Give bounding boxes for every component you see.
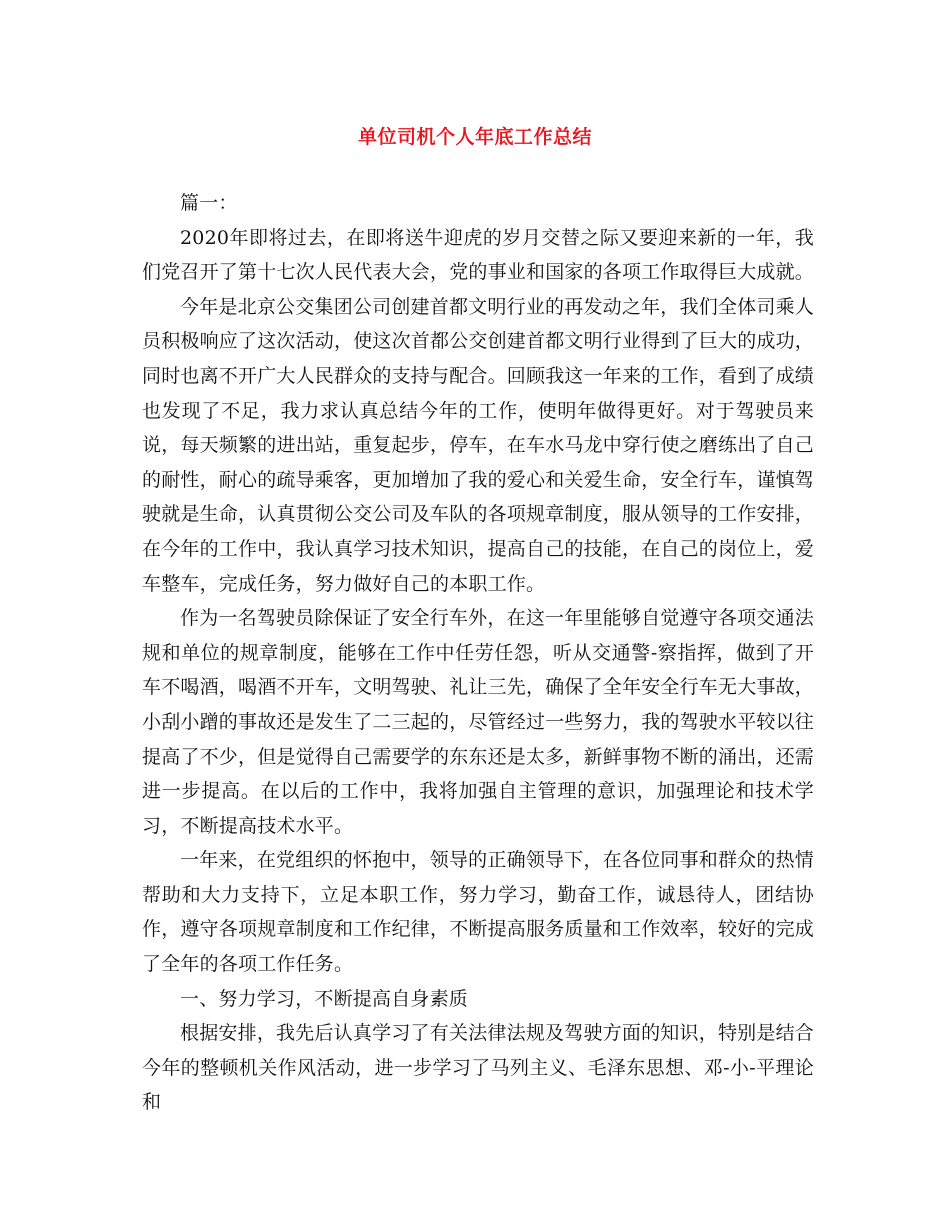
document-title: 单位司机个人年底工作总结 (357, 126, 592, 148)
section-label: 篇一： (180, 192, 238, 214)
paragraph: 今年是北京公交集团公司创建首都文明行业的再发动之年，我们全体司乘人员积极响应了这次活动，使这次首都公交创建首都文明行业得到了巨大的成功，同时也离不开广大人民群众的支持与配合。回顾我这一年来的工作，看到了成绩也发现了不足，我力求认真总结今年的工作，使明年做得更好。对于驾驶员来说，每天频繁的进出站，重复起步，停车，在车水马龙中穿行使之磨练出了自己的耐性，耐心的疏导乘客，更加增加了我的爱心和关爱生命，安全行车，谨慎驾驶就是生命，认真贯彻公交公司及车队的各项规章制度，服从领导的工作安排，在今年的工作中，我认真学习技术知识，提高自己的技能，在自己的岗位上，爱车整车，完成任务，努力做好自己的本职工作。 (142, 295, 815, 595)
paragraph: 2020年即将过去，在即将送牛迎虎的岁月交替之际又要迎来新的一年，我们党召开了第十七次人民代表大会，党的事业和国家的各项工作取得巨大成就。 (142, 226, 815, 284)
paragraph: 根据安排，我先后认真学习了有关法律法规及驾驶方面的知识，特别是结合今年的整顿机关作风活动，进一步学习了马列主义、毛泽东思想、邓-小-平理论和 (142, 1022, 814, 1114)
paragraph: 作为一名驾驶员除保证了安全行车外，在这一年里能够自觉遵守各项交通法规和单位的规章制度，能够在工作中任劳任怨，听从交通警-察指挥，做到了开车不喝酒，喝酒不开车，文明驾驶、礼让三先，确保了全年安全行车无大事故，小刮小蹭的事故还是发生了二三起的，尽管经过一些努力，我的驾驶水平较以往提高了不少，但是觉得自己需要学的东东还是太多，新鲜事物不断的涌出，还需进一步提高。在以后的工作中，我将加强自主管理的意识，加强理论和技术学习，不断提高技术水平。 (142, 607, 815, 837)
paragraph: 一年来，在党组织的怀抱中，领导的正确领导下，在各位同事和群众的热情帮助和大力支持下，立足本职工作，努力学习，勤奋工作，诚恳待人，团结协作，遵守各项规章制度和工作纪律，不断提高服务质量和工作效率，较好的完成了全年的各项工作任务。 (142, 849, 815, 976)
document-body (142, 186, 814, 1120)
section-heading: 一、努力学习，不断提高自身素质 (180, 987, 469, 1010)
